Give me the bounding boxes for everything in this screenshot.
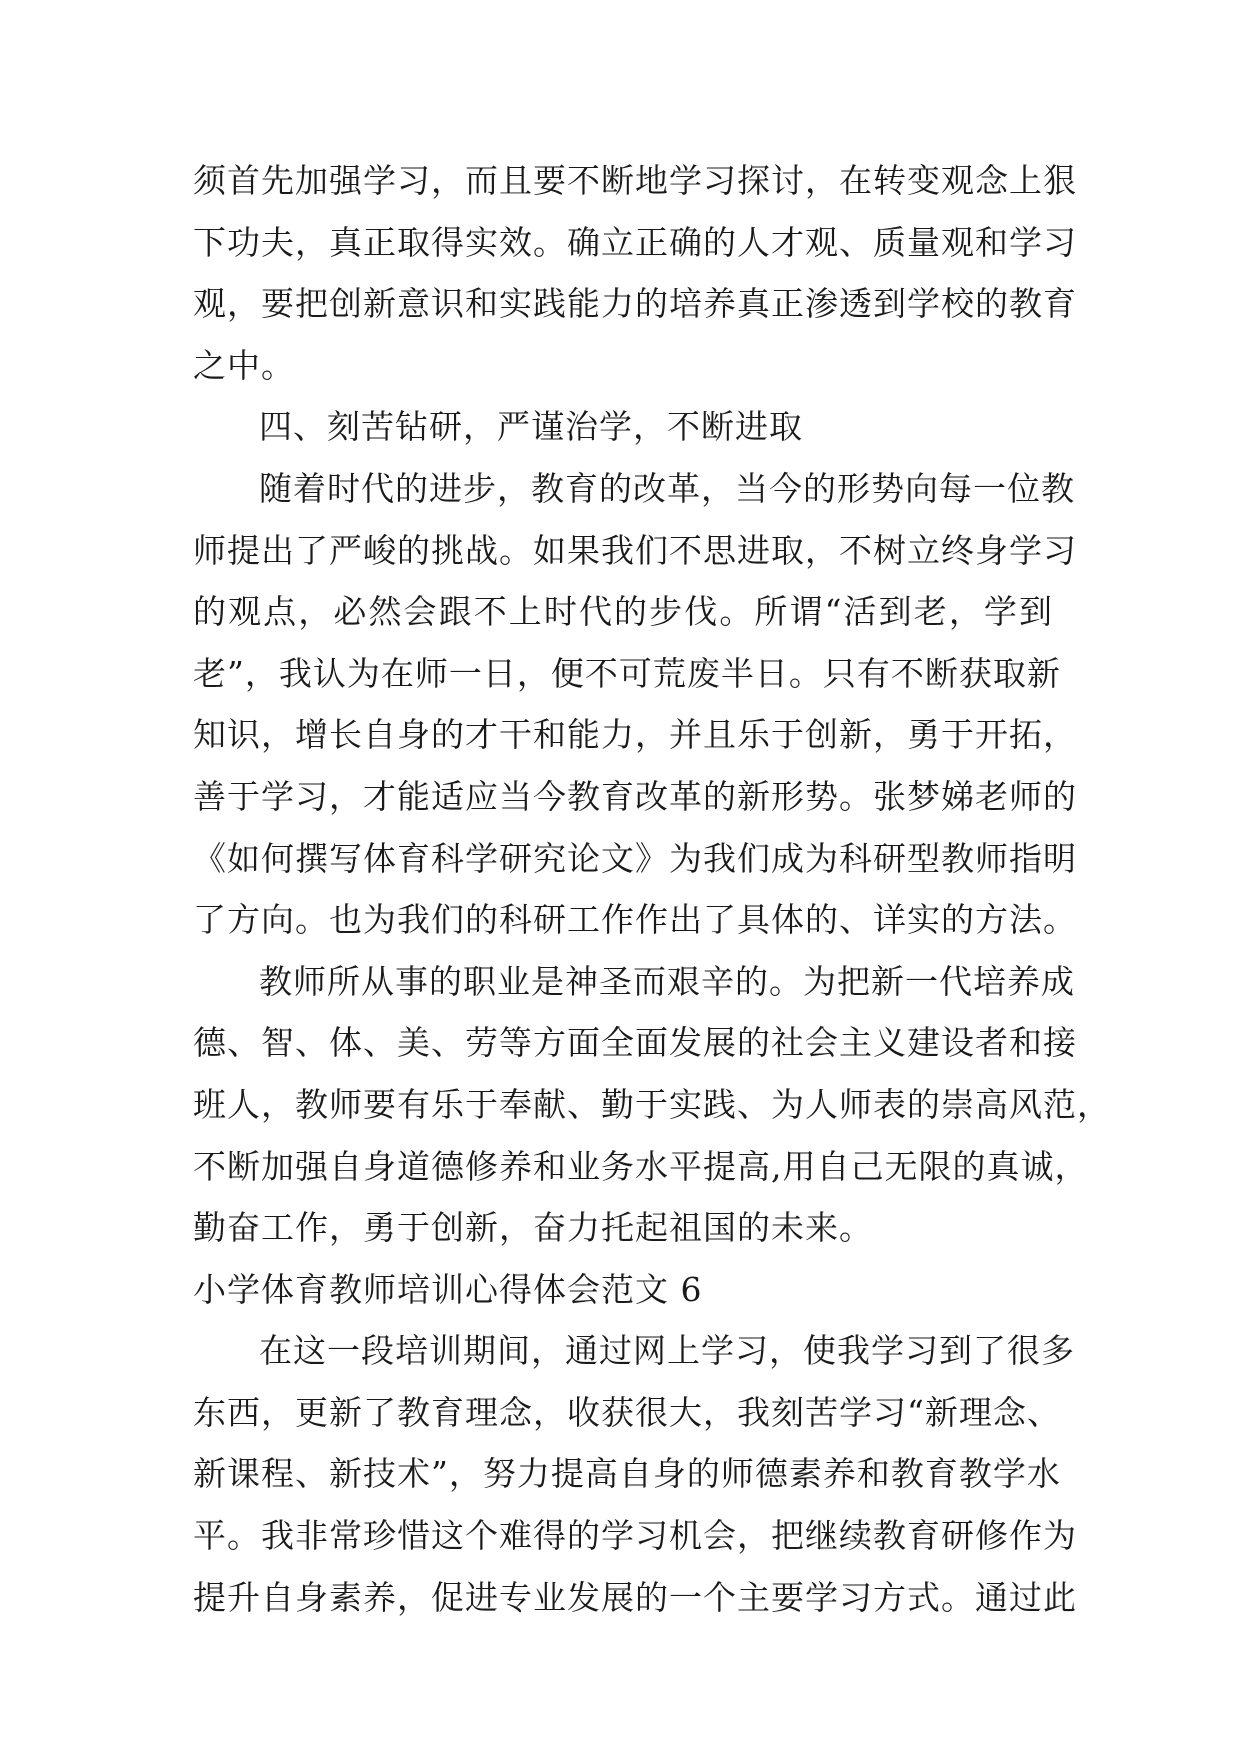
text-line: 平。我非常珍惜这个难得的学习机会，把继续教育研修作为 <box>193 1516 1077 1556</box>
text-line: 须首先加强学习，而且要不断地学习探讨，在转变观念上狠 <box>193 161 1077 200</box>
text-line: 提升自身素养，促进专业发展的一个主要学习方式。通过此 <box>193 1577 1077 1617</box>
text-line: 教师所从事的职业是神圣而艰辛的。为把新一代培养成 <box>259 961 1075 1001</box>
text-line: 随着时代的进步，教育的改革，当今的形势向每一位教 <box>259 468 1075 508</box>
text-line: 之中。 <box>193 345 295 385</box>
text-line: 班人，教师要有乐于奉献、勤于实践、为人师表的崇高风范， <box>193 1084 1111 1124</box>
text-line: 在这一段培训期间，通过网上学习，使我学习到了很多 <box>259 1331 1075 1371</box>
document-body <box>193 150 1111 1628</box>
text-line: 东西，更新了教育理念，收获很大，我刻苦学习“新理念、 <box>193 1392 1061 1432</box>
text-line: 老”，我认为在师一日，便不可荒废半日。只有不断获取新 <box>193 653 1061 693</box>
text-line: 新课程、新技术”，努力提高自身的师德素养和教育教学水 <box>193 1454 1061 1494</box>
text-line: 《如何撰写体育科学研究论文》为我们成为科研型教师指明 <box>193 838 1077 878</box>
text-line: 善于学习，才能适应当今教育改革的新形势。张梦娣老师的 <box>193 776 1077 816</box>
text-line: 了方向。也为我们的科研工作作出了具体的、详实的方法。 <box>193 900 1077 940</box>
text-line: 知识，增长自身的才干和能力，并且乐于创新，勇于开拓， <box>193 715 1077 755</box>
text-line: 不断加强自身道德修养和业务水平提高,用自己无限的真诚， <box>193 1146 1089 1186</box>
text-line: 勤奋工作，勇于创新，奋力托起祖国的未来。 <box>193 1208 873 1248</box>
text-line: 师提出了严峻的挑战。如果我们不思进取，不树立终身学习 <box>193 530 1077 570</box>
text-line: 的观点，必然会跟不上时代的步伐。所谓“活到老，学到 <box>193 592 1053 632</box>
text-line: 小学体育教师培训心得体会范文 6 <box>193 1269 703 1309</box>
text-line: 德、智、体、美、劳等方面全面发展的社会主义建设者和接 <box>193 1023 1077 1063</box>
text-line: 下功夫，真正取得实效。确立正确的人才观、质量观和学习 <box>193 222 1077 262</box>
text-line: 四、刻苦钻研，严谨治学，不断进取 <box>259 407 803 447</box>
text-line: 观，要把创新意识和实践能力的培养真正渗透到学校的教育 <box>193 284 1077 324</box>
